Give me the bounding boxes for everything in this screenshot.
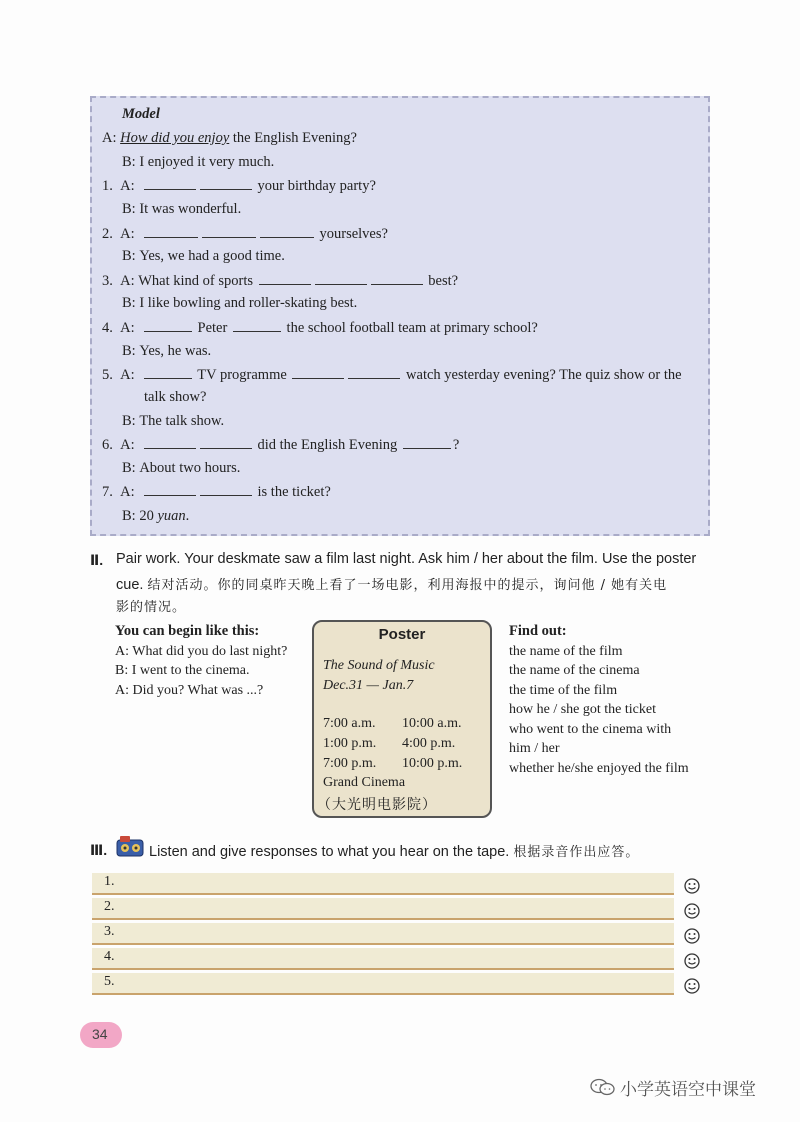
blank[interactable]: [260, 225, 314, 238]
blank[interactable]: [200, 436, 252, 449]
model-heading: Model: [122, 106, 160, 122]
answer-row-1[interactable]: 1.: [92, 873, 674, 895]
item-1-b: B: It was wonderful.: [122, 201, 242, 217]
model-underlined-phrase: How did you enjoy: [120, 130, 230, 146]
section-2-instruction-line3: 影的情况。: [116, 600, 187, 615]
smiley-icon: [684, 878, 700, 894]
section-2-instruction-line1: Pair work. Your deskmate saw a film last night. Ask him / her about the film. Use the poster: [116, 551, 697, 567]
answer-row-4[interactable]: 4.: [92, 948, 674, 970]
poster-dates: Dec.31 — Jan.7: [323, 678, 414, 693]
blank[interactable]: [292, 366, 344, 379]
blank[interactable]: [144, 483, 196, 496]
answer-row-3[interactable]: 3.: [92, 923, 674, 945]
section-3-number: Ⅲ.: [90, 842, 108, 858]
blank[interactable]: [233, 319, 281, 332]
item-2-a: 2. A: yourselves?: [102, 226, 388, 242]
blank[interactable]: [371, 272, 423, 285]
watermark-text: 小学英语空中课堂: [620, 1080, 756, 1100]
blank[interactable]: [144, 177, 196, 190]
blank[interactable]: [259, 272, 311, 285]
blank[interactable]: [202, 225, 256, 238]
item-5-a: 5. A: TV programme watch yesterday evening? The quiz show or the: [102, 367, 682, 383]
begin-heading: You can begin like this:: [115, 623, 260, 639]
wechat-icon: [590, 1078, 616, 1096]
blank[interactable]: [315, 272, 367, 285]
poster-cinema-cn: （大光明电影院）: [317, 797, 437, 813]
item-2-b: B: Yes, we had a good time.: [122, 248, 285, 264]
section-2-number: Ⅱ.: [90, 552, 104, 568]
blank[interactable]: [200, 177, 252, 190]
model-b-line: B: I enjoyed it very much.: [122, 154, 275, 170]
cassette-player-icon[interactable]: [116, 834, 144, 858]
find-out-heading: Find out:: [509, 623, 567, 639]
item-7-b: B: 20 yuan.: [122, 508, 190, 524]
item-5-b: B: The talk show.: [122, 413, 225, 429]
smiley-icon: [684, 928, 700, 944]
poster-cinema: Grand Cinema: [323, 775, 406, 790]
smiley-icon: [684, 978, 700, 994]
section-3-instruction: Listen and give responses to what you hear on the tape. 根据录音作出应答。: [149, 844, 640, 860]
blank[interactable]: [144, 225, 198, 238]
blank[interactable]: [144, 366, 192, 379]
answer-row-2[interactable]: 2.: [92, 898, 674, 920]
smiley-icon: [684, 903, 700, 919]
blank[interactable]: [144, 436, 196, 449]
smiley-icon: [684, 953, 700, 969]
item-4-b: B: Yes, he was.: [122, 343, 212, 359]
blank[interactable]: [348, 366, 400, 379]
poster-film-name: The Sound of Music: [323, 658, 435, 673]
find-out-column: Find out: the name of the film the name of the cinema the time of the film how he / she got the ticket who went to the cinema with him / her whether he/she enjoyed the film: [509, 623, 689, 776]
poster-title: Poster: [378, 626, 426, 643]
blank[interactable]: [144, 319, 192, 332]
begin-like-this-column: You can begin like this: A: What did you do last night? B: I went to the cinema. A: Did you? What was ...?: [115, 623, 288, 698]
page-number-badge: 34: [80, 1022, 122, 1048]
item-3-b: B: I like bowling and roller-skating best.: [122, 295, 358, 311]
blank[interactable]: [200, 483, 252, 496]
blank[interactable]: [403, 436, 451, 449]
model-a-line: A: How did you enjoy the English Evening?: [102, 130, 357, 146]
item-5-a-cont: talk show?: [144, 389, 207, 405]
section-2-instruction-line2: cue. 结对活动。你的同桌昨天晚上看了一场电影，利用海报中的提示，询问他 / 她有关电: [116, 577, 668, 593]
item-6-a: 6. A: did the English Evening ?: [102, 437, 460, 453]
film-poster: Poster The Sound of Music Dec.31 — Jan.7 7:00 a.m. 10:00 a.m. 1:00 p.m. 4:00 p.m. 7:00 p.m. 10:00 p.m. Grand Cinema （大光明电影院）: [312, 620, 492, 818]
item-7-a: 7. A: is the ticket?: [102, 484, 331, 500]
item-3-a: 3. A: What kind of sports best?: [102, 273, 459, 289]
item-6-b: B: About two hours.: [122, 460, 241, 476]
item-1-a: 1. A: your birthday party?: [102, 178, 376, 194]
answer-row-5[interactable]: 5.: [92, 973, 674, 995]
item-4-a: 4. A: Peter the school football team at primary school?: [102, 320, 538, 336]
